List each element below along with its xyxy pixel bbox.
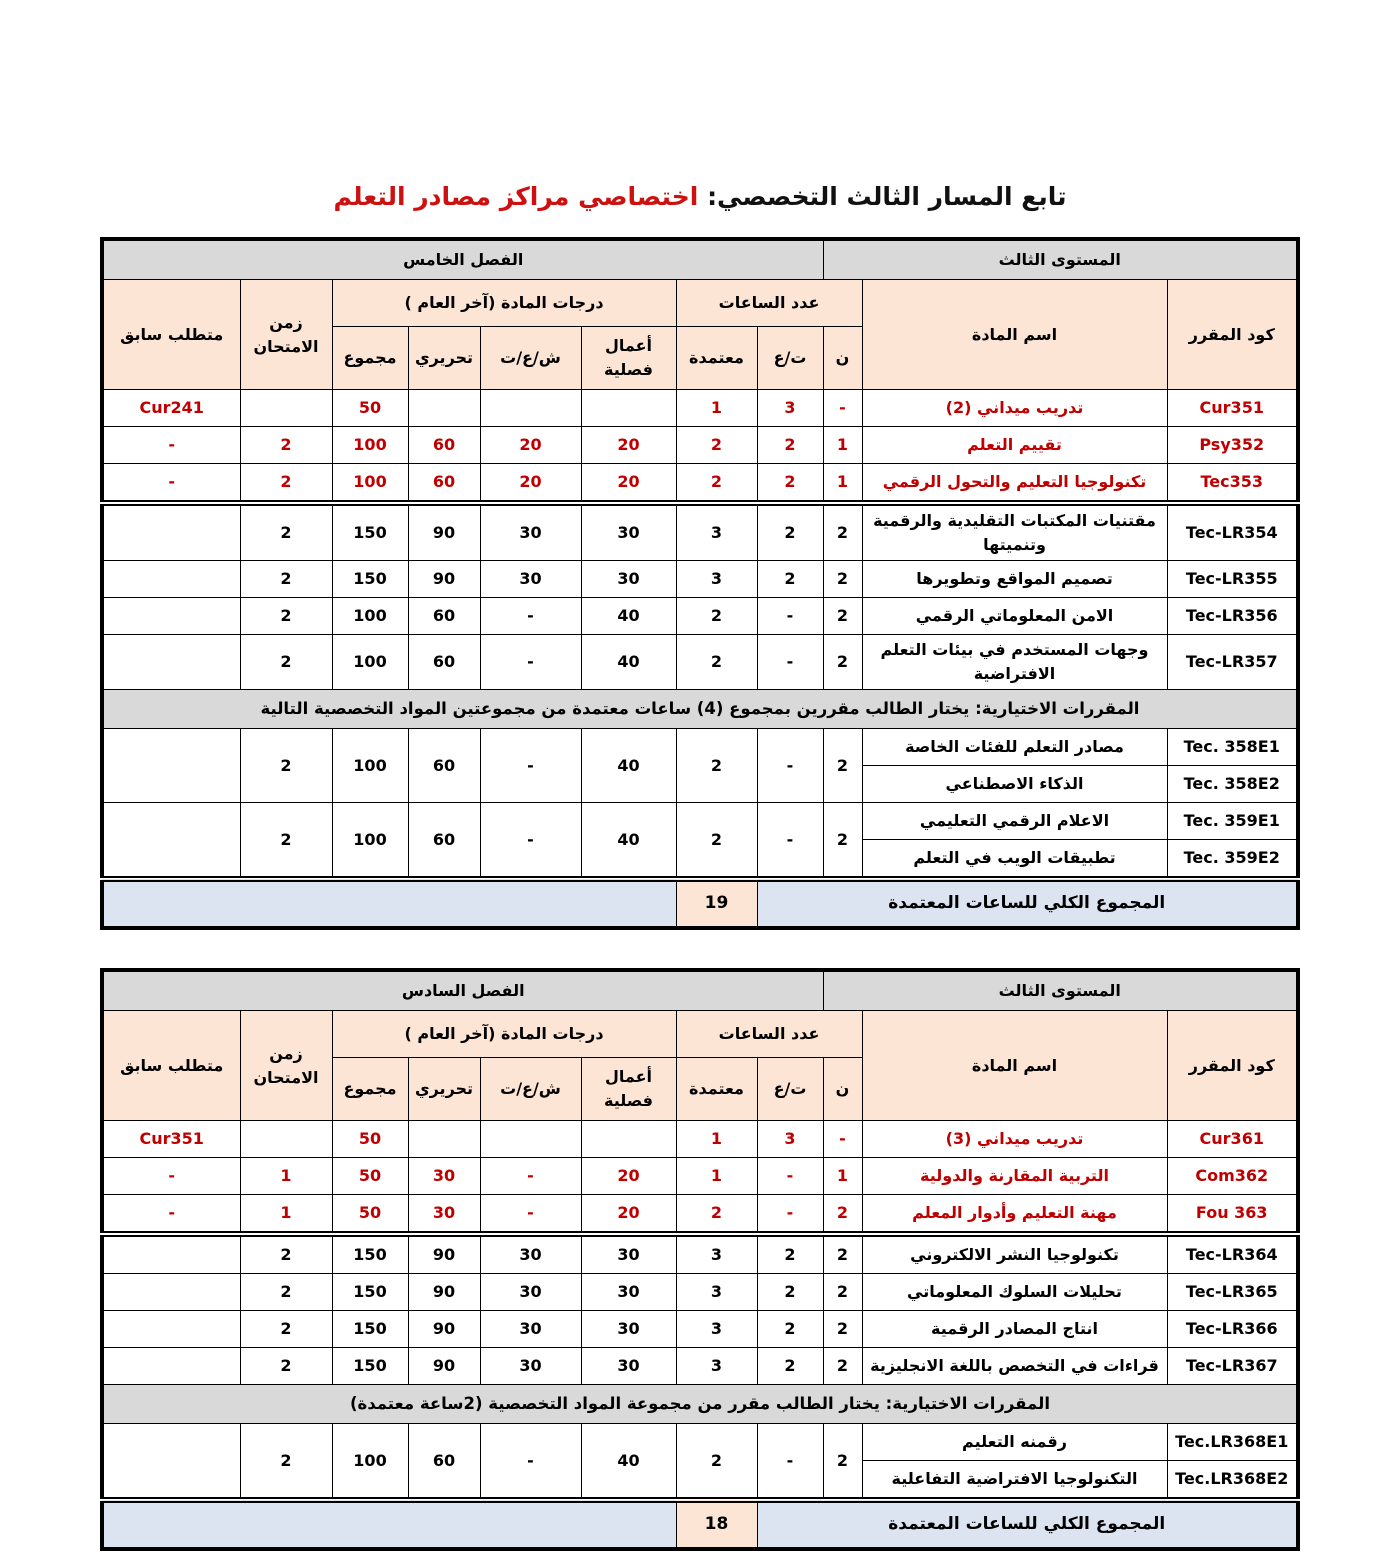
course-name-cell: تطبيقات الويب في التعلم bbox=[862, 840, 1167, 880]
course-tot-cell: 50 bbox=[332, 1121, 408, 1158]
course-name-cell: مصادر التعلم للفئات الخاصة bbox=[862, 729, 1167, 766]
course-prereq-cell bbox=[102, 598, 240, 635]
course-name-cell: التكنولوجيا الافتراضية التفاعلية bbox=[862, 1461, 1167, 1501]
course-name-cell: تدريب ميداني (3) bbox=[862, 1121, 1167, 1158]
course-n-cell: 2 bbox=[823, 1234, 862, 1274]
course-tp-cell: 2 bbox=[757, 427, 823, 464]
course-row bbox=[102, 390, 1298, 427]
course-name-cell: تصميم المواقع وتطويرها bbox=[862, 561, 1167, 598]
prereq-header: متطلب سابق bbox=[102, 280, 240, 390]
course-name-cell: الاعلام الرقمي التعليمي bbox=[862, 803, 1167, 840]
course-prereq-cell bbox=[102, 561, 240, 598]
theory-practical-header: ت/ع bbox=[757, 327, 823, 390]
course-cw-cell: 40 bbox=[581, 598, 676, 635]
course-code-cell: Psy352 bbox=[1167, 427, 1298, 464]
course-tp-cell: 2 bbox=[757, 1348, 823, 1385]
course-cw-cell bbox=[581, 1121, 676, 1158]
course-name-cell: مهنة التعليم وأدوار المعلم bbox=[862, 1195, 1167, 1235]
course-wr-cell: 60 bbox=[408, 803, 480, 880]
course-wr-cell: 60 bbox=[408, 1424, 480, 1501]
course-credit-cell: 2 bbox=[676, 803, 757, 880]
total-label-cell: المجموع الكلي للساعات المعتمدة bbox=[757, 1500, 1298, 1549]
course-row bbox=[102, 1234, 1298, 1274]
course-tot-cell: 100 bbox=[332, 635, 408, 690]
course-credit-cell: 2 bbox=[676, 427, 757, 464]
course-code-cell: Tec. 359E1 bbox=[1167, 803, 1298, 840]
credit-header: معتمدة bbox=[676, 1058, 757, 1121]
course-tot-cell: 100 bbox=[332, 1424, 408, 1501]
course-credit-cell: 2 bbox=[676, 598, 757, 635]
course-wr-cell: 30 bbox=[408, 1195, 480, 1235]
course-credit-cell: 2 bbox=[676, 464, 757, 504]
course-tp-cell: 3 bbox=[757, 1121, 823, 1158]
course-cw-cell: 40 bbox=[581, 635, 676, 690]
course-tot-cell: 150 bbox=[332, 561, 408, 598]
course-row bbox=[102, 427, 1298, 464]
course-table-semester-6 bbox=[100, 968, 1300, 1551]
coursework-header: أعمال فصلية bbox=[581, 1058, 676, 1121]
course-code-cell: Cur361 bbox=[1167, 1121, 1298, 1158]
course-sh-cell: 30 bbox=[480, 561, 581, 598]
course-exam-cell: 2 bbox=[240, 464, 332, 504]
course-exam-cell: 2 bbox=[240, 1348, 332, 1385]
course-name-cell: الذكاء الاصطناعي bbox=[862, 766, 1167, 803]
course-row bbox=[102, 1274, 1298, 1311]
course-cw-cell: 30 bbox=[581, 1274, 676, 1311]
course-name-cell: تكنولوجيا التعليم والتحول الرقمي bbox=[862, 464, 1167, 504]
title-prefix: تابع المسار الثالث التخصصي: bbox=[698, 182, 1067, 211]
course-code-cell: Tec-LR365 bbox=[1167, 1274, 1298, 1311]
course-row bbox=[102, 1121, 1298, 1158]
course-tot-cell: 100 bbox=[332, 729, 408, 803]
total-empty-cell bbox=[102, 1500, 676, 1549]
level-header-cell: المستوى الثالث bbox=[823, 970, 1298, 1011]
course-prereq-cell: - bbox=[102, 464, 240, 504]
course-exam-cell: 2 bbox=[240, 427, 332, 464]
course-sh-cell: 30 bbox=[480, 1234, 581, 1274]
course-tot-cell: 100 bbox=[332, 598, 408, 635]
course-tp-cell: - bbox=[757, 635, 823, 690]
course-tot-cell: 100 bbox=[332, 464, 408, 504]
course-wr-cell: 90 bbox=[408, 1274, 480, 1311]
course-cw-cell: 30 bbox=[581, 503, 676, 561]
total-grade-header: مجموع bbox=[332, 1058, 408, 1121]
electives-banner: المقررات الاختيارية: يختار الطالب مقررين بمجموع (4) ساعات معتمدة من مجموعتين المواد التخصصية التالية bbox=[102, 690, 1298, 729]
course-credit-cell: 3 bbox=[676, 1348, 757, 1385]
course-n-cell: 2 bbox=[823, 503, 862, 561]
course-wr-cell: 60 bbox=[408, 427, 480, 464]
course-cw-cell: 30 bbox=[581, 1311, 676, 1348]
course-sh-cell: 30 bbox=[480, 1348, 581, 1385]
course-code-header: كود المقرر bbox=[1167, 280, 1298, 390]
electives-banner-row bbox=[102, 690, 1298, 729]
level-header-cell: المستوى الثالث bbox=[823, 239, 1298, 280]
course-name-header: اسم المادة bbox=[862, 1011, 1167, 1121]
course-tp-cell: 2 bbox=[757, 503, 823, 561]
semester-header-cell: الفصل الخامس bbox=[102, 239, 823, 280]
course-code-cell: Tec353 bbox=[1167, 464, 1298, 504]
course-exam-cell: 1 bbox=[240, 1195, 332, 1235]
course-code-cell: Tec-LR355 bbox=[1167, 561, 1298, 598]
course-credit-cell: 2 bbox=[676, 1424, 757, 1501]
header-group-row bbox=[102, 280, 1298, 327]
course-tp-cell: - bbox=[757, 1158, 823, 1195]
course-n-cell: 1 bbox=[823, 1158, 862, 1195]
course-tp-cell: 2 bbox=[757, 464, 823, 504]
course-wr-cell: 60 bbox=[408, 464, 480, 504]
course-name-cell: تكنولوجيا النشر الالكتروني bbox=[862, 1234, 1167, 1274]
course-code-cell: Tec.LR368E2 bbox=[1167, 1461, 1298, 1501]
course-prereq-cell bbox=[102, 803, 240, 880]
header-group-row bbox=[102, 1011, 1298, 1058]
elective-group-row bbox=[102, 803, 1298, 840]
oral-practical-header: ش/ع/ت bbox=[480, 327, 581, 390]
course-exam-cell: 2 bbox=[240, 729, 332, 803]
course-code-cell: Tec-LR354 bbox=[1167, 503, 1298, 561]
course-sh-cell bbox=[480, 390, 581, 427]
course-name-cell: الامن المعلوماتي الرقمي bbox=[862, 598, 1167, 635]
course-sh-cell: - bbox=[480, 1424, 581, 1501]
title-highlight: اختصاصي مراكز مصادر التعلم bbox=[333, 182, 699, 211]
course-prereq-cell: Cur351 bbox=[102, 1121, 240, 1158]
course-credit-cell: 3 bbox=[676, 1274, 757, 1311]
course-code-cell: Tec. 359E2 bbox=[1167, 840, 1298, 880]
course-cw-cell bbox=[581, 390, 676, 427]
total-empty-cell bbox=[102, 879, 676, 928]
course-tot-cell: 150 bbox=[332, 1234, 408, 1274]
course-n-cell: - bbox=[823, 390, 862, 427]
course-tp-cell: 2 bbox=[757, 1234, 823, 1274]
course-name-cell: التربية المقارنة والدولية bbox=[862, 1158, 1167, 1195]
course-cw-cell: 40 bbox=[581, 1424, 676, 1501]
course-tp-cell: - bbox=[757, 803, 823, 880]
total-grade-header: مجموع bbox=[332, 327, 408, 390]
course-cw-cell: 20 bbox=[581, 1158, 676, 1195]
course-credit-cell: 3 bbox=[676, 1311, 757, 1348]
course-exam-cell: 2 bbox=[240, 1424, 332, 1501]
course-code-cell: Com362 bbox=[1167, 1158, 1298, 1195]
course-code-cell: Tec-LR366 bbox=[1167, 1311, 1298, 1348]
course-wr-cell: 60 bbox=[408, 598, 480, 635]
course-sh-cell: - bbox=[480, 598, 581, 635]
grades-header: درجات المادة (آخر العام ) bbox=[332, 280, 676, 327]
course-name-cell: تقييم التعلم bbox=[862, 427, 1167, 464]
course-code-cell: Tec. 358E2 bbox=[1167, 766, 1298, 803]
course-prereq-cell: - bbox=[102, 427, 240, 464]
course-exam-cell: 2 bbox=[240, 635, 332, 690]
tables-container bbox=[100, 237, 1300, 1551]
total-credits-row bbox=[102, 879, 1298, 928]
course-tp-cell: - bbox=[757, 729, 823, 803]
course-prereq-cell bbox=[102, 1348, 240, 1385]
course-n-cell: 2 bbox=[823, 598, 862, 635]
elective-group-row bbox=[102, 729, 1298, 766]
course-exam-cell bbox=[240, 1121, 332, 1158]
course-sh-cell: 20 bbox=[480, 427, 581, 464]
course-credit-cell: 1 bbox=[676, 1121, 757, 1158]
course-prereq-cell bbox=[102, 1311, 240, 1348]
course-sh-cell: 30 bbox=[480, 503, 581, 561]
course-prereq-cell bbox=[102, 729, 240, 803]
course-wr-cell: 60 bbox=[408, 635, 480, 690]
course-row bbox=[102, 598, 1298, 635]
course-credit-cell: 2 bbox=[676, 1195, 757, 1235]
course-n-cell: 2 bbox=[823, 1348, 862, 1385]
course-row bbox=[102, 1158, 1298, 1195]
course-wr-cell: 60 bbox=[408, 729, 480, 803]
course-n-cell: 2 bbox=[823, 561, 862, 598]
course-tp-cell: 2 bbox=[757, 561, 823, 598]
course-cw-cell: 20 bbox=[581, 464, 676, 504]
course-prereq-cell bbox=[102, 635, 240, 690]
course-n-cell: 2 bbox=[823, 1311, 862, 1348]
course-prereq-cell bbox=[102, 1234, 240, 1274]
course-sh-cell bbox=[480, 1121, 581, 1158]
course-tp-cell: 3 bbox=[757, 390, 823, 427]
course-cw-cell: 40 bbox=[581, 729, 676, 803]
course-n-cell: 2 bbox=[823, 1195, 862, 1235]
course-wr-cell: 90 bbox=[408, 1311, 480, 1348]
course-row bbox=[102, 1348, 1298, 1385]
course-tot-cell: 50 bbox=[332, 1195, 408, 1235]
header-band-row bbox=[102, 239, 1298, 280]
semester-header-cell: الفصل السادس bbox=[102, 970, 823, 1011]
credit-header: معتمدة bbox=[676, 327, 757, 390]
course-exam-cell: 2 bbox=[240, 561, 332, 598]
course-credit-cell: 3 bbox=[676, 561, 757, 598]
course-tot-cell: 150 bbox=[332, 503, 408, 561]
course-sh-cell: - bbox=[480, 1158, 581, 1195]
course-tot-cell: 150 bbox=[332, 1274, 408, 1311]
course-code-cell: Tec-LR356 bbox=[1167, 598, 1298, 635]
course-credit-cell: 3 bbox=[676, 503, 757, 561]
hours-header: عدد الساعات bbox=[676, 280, 862, 327]
n-header: ن bbox=[823, 327, 862, 390]
course-n-cell: - bbox=[823, 1121, 862, 1158]
course-n-cell: 1 bbox=[823, 427, 862, 464]
course-n-cell: 2 bbox=[823, 803, 862, 880]
course-exam-cell: 2 bbox=[240, 598, 332, 635]
course-name-header: اسم المادة bbox=[862, 280, 1167, 390]
course-cw-cell: 30 bbox=[581, 1348, 676, 1385]
total-credits-cell: 19 bbox=[676, 879, 757, 928]
theory-practical-header: ت/ع bbox=[757, 1058, 823, 1121]
course-code-cell: Cur351 bbox=[1167, 390, 1298, 427]
course-code-cell: Tec-LR367 bbox=[1167, 1348, 1298, 1385]
prereq-header: متطلب سابق bbox=[102, 1011, 240, 1121]
course-row bbox=[102, 635, 1298, 690]
course-prereq-cell bbox=[102, 1424, 240, 1501]
course-tp-cell: - bbox=[757, 1424, 823, 1501]
n-header: ن bbox=[823, 1058, 862, 1121]
course-prereq-cell: - bbox=[102, 1195, 240, 1235]
course-sh-cell: - bbox=[480, 635, 581, 690]
coursework-header: أعمال فصلية bbox=[581, 327, 676, 390]
course-prereq-cell bbox=[102, 1274, 240, 1311]
course-credit-cell: 3 bbox=[676, 1234, 757, 1274]
course-prereq-cell bbox=[102, 503, 240, 561]
exam-time-header: زمن الامتحان bbox=[240, 1011, 332, 1121]
course-tot-cell: 150 bbox=[332, 1311, 408, 1348]
course-exam-cell: 2 bbox=[240, 1274, 332, 1311]
course-name-cell: مقتنيات المكتبات التقليدية والرقمية وتنميتها bbox=[862, 503, 1167, 561]
course-tp-cell: 2 bbox=[757, 1311, 823, 1348]
course-sh-cell: 30 bbox=[480, 1311, 581, 1348]
course-wr-cell bbox=[408, 390, 480, 427]
course-table-semester-5 bbox=[100, 237, 1300, 930]
course-cw-cell: 20 bbox=[581, 1195, 676, 1235]
course-exam-cell bbox=[240, 390, 332, 427]
course-n-cell: 2 bbox=[823, 635, 862, 690]
course-code-cell: Tec. 358E1 bbox=[1167, 729, 1298, 766]
course-row bbox=[102, 1195, 1298, 1235]
electives-banner: المقررات الاختيارية: يختار الطالب مقرر من مجموعة المواد التخصصية (2ساعة معتمدة) bbox=[102, 1385, 1298, 1424]
course-credit-cell: 2 bbox=[676, 635, 757, 690]
course-code-cell: Tec.LR368E1 bbox=[1167, 1424, 1298, 1461]
electives-banner-row bbox=[102, 1385, 1298, 1424]
total-credits-cell: 18 bbox=[676, 1500, 757, 1549]
course-prereq-cell: - bbox=[102, 1158, 240, 1195]
course-wr-cell: 90 bbox=[408, 561, 480, 598]
total-credits-row bbox=[102, 1500, 1298, 1549]
oral-practical-header: ش/ع/ت bbox=[480, 1058, 581, 1121]
exam-time-header: زمن الامتحان bbox=[240, 280, 332, 390]
course-cw-cell: 30 bbox=[581, 561, 676, 598]
course-row bbox=[102, 503, 1298, 561]
course-tp-cell: 2 bbox=[757, 1274, 823, 1311]
course-row bbox=[102, 464, 1298, 504]
course-row bbox=[102, 561, 1298, 598]
hours-header: عدد الساعات bbox=[676, 1011, 862, 1058]
course-cw-cell: 40 bbox=[581, 803, 676, 880]
course-code-cell: Fou 363 bbox=[1167, 1195, 1298, 1235]
course-name-cell: انتاج المصادر الرقمية bbox=[862, 1311, 1167, 1348]
course-credit-cell: 1 bbox=[676, 390, 757, 427]
course-wr-cell: 90 bbox=[408, 503, 480, 561]
course-exam-cell: 1 bbox=[240, 1158, 332, 1195]
course-wr-cell: 30 bbox=[408, 1158, 480, 1195]
course-exam-cell: 2 bbox=[240, 1311, 332, 1348]
course-tot-cell: 150 bbox=[332, 1348, 408, 1385]
course-n-cell: 2 bbox=[823, 729, 862, 803]
course-exam-cell: 2 bbox=[240, 803, 332, 880]
course-tp-cell: - bbox=[757, 1195, 823, 1235]
course-wr-cell: 90 bbox=[408, 1348, 480, 1385]
course-sh-cell: - bbox=[480, 803, 581, 880]
total-label-cell: المجموع الكلي للساعات المعتمدة bbox=[757, 879, 1298, 928]
course-cw-cell: 30 bbox=[581, 1234, 676, 1274]
course-tp-cell: - bbox=[757, 598, 823, 635]
course-sh-cell: - bbox=[480, 1195, 581, 1235]
course-name-cell: وجهات المستخدم في بيئات التعلم الافتراضية bbox=[862, 635, 1167, 690]
course-name-cell: رقمنه التعليم bbox=[862, 1424, 1167, 1461]
course-n-cell: 2 bbox=[823, 1274, 862, 1311]
course-code-header: كود المقرر bbox=[1167, 1011, 1298, 1121]
course-sh-cell: - bbox=[480, 729, 581, 803]
course-n-cell: 2 bbox=[823, 1424, 862, 1501]
course-prereq-cell: Cur241 bbox=[102, 390, 240, 427]
course-credit-cell: 2 bbox=[676, 729, 757, 803]
course-tot-cell: 50 bbox=[332, 1158, 408, 1195]
course-exam-cell: 2 bbox=[240, 1234, 332, 1274]
course-row bbox=[102, 1311, 1298, 1348]
course-name-cell: تدريب ميداني (2) bbox=[862, 390, 1167, 427]
elective-group-row bbox=[102, 1424, 1298, 1461]
page-title bbox=[0, 0, 1400, 211]
course-n-cell: 1 bbox=[823, 464, 862, 504]
course-code-cell: Tec-LR357 bbox=[1167, 635, 1298, 690]
course-wr-cell: 90 bbox=[408, 1234, 480, 1274]
course-exam-cell: 2 bbox=[240, 503, 332, 561]
course-tot-cell: 50 bbox=[332, 390, 408, 427]
course-sh-cell: 30 bbox=[480, 1274, 581, 1311]
course-wr-cell bbox=[408, 1121, 480, 1158]
course-tot-cell: 100 bbox=[332, 427, 408, 464]
course-name-cell: تحليلات السلوك المعلوماتي bbox=[862, 1274, 1167, 1311]
course-tot-cell: 100 bbox=[332, 803, 408, 880]
grades-header: درجات المادة (آخر العام ) bbox=[332, 1011, 676, 1058]
course-credit-cell: 1 bbox=[676, 1158, 757, 1195]
written-header: تحريري bbox=[408, 327, 480, 390]
course-code-cell: Tec-LR364 bbox=[1167, 1234, 1298, 1274]
header-band-row bbox=[102, 970, 1298, 1011]
course-sh-cell: 20 bbox=[480, 464, 581, 504]
course-cw-cell: 20 bbox=[581, 427, 676, 464]
written-header: تحريري bbox=[408, 1058, 480, 1121]
course-name-cell: قراءات في التخصص باللغة الانجليزية bbox=[862, 1348, 1167, 1385]
